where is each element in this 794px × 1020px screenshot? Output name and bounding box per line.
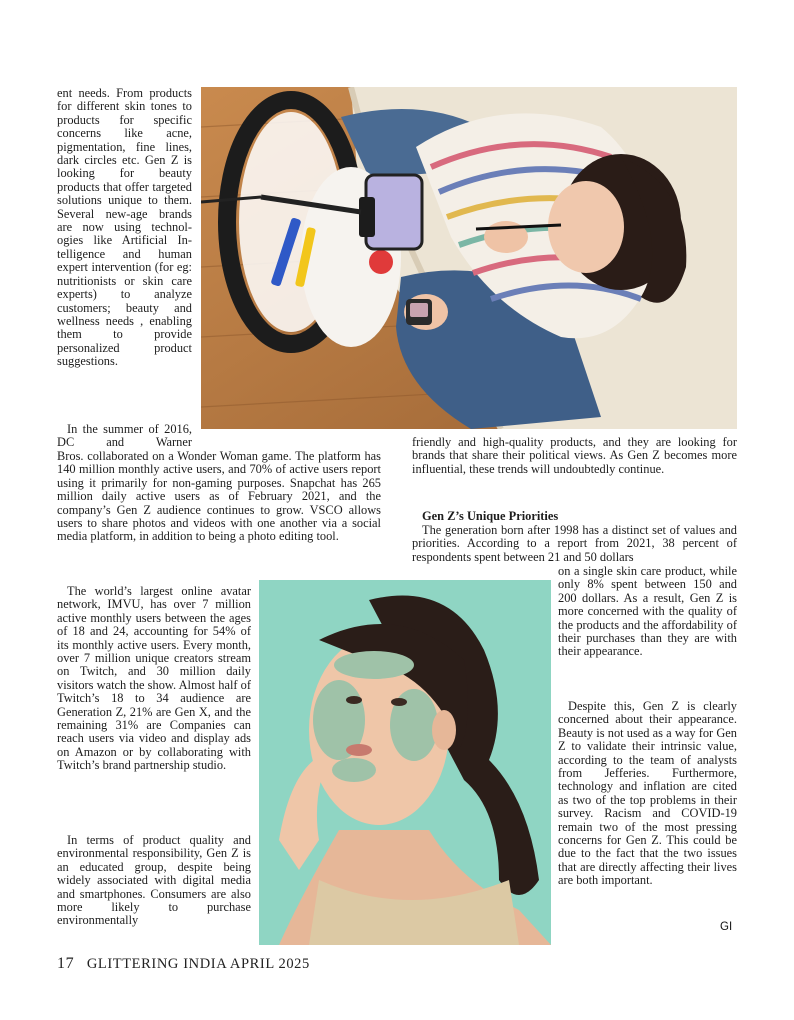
article-col1-quality: In terms of product quality and environmental responsibility, Gen Z is an educated group, despite being widely associated with digital media and smartphones. Consumers are also more likely to purchase environmentally: [57, 833, 251, 928]
page-footer: [57, 955, 310, 973]
article-col1-summer-rest: Bros. collaborated on a Wonder Woman game. The platform has 140 million monthly active users, and 70% of active users report using it primarily for non-gaming purposes. Snapchat has 265 million daily active users as of February 2021, and the company’s Gen Z audience continues to grow. VSCO allows users to share photos and videos with one another via a social media platform, in addition to being a photo editing tool.: [57, 449, 381, 544]
face-mask-photo: [259, 580, 551, 945]
article-col1-top: ent needs. From products for different skin tones to products for specific concerns like acne, pigmentation, fine lines, dark circles etc. Gen Z is looking for beauty products that offer targeted solutions unique to them. Several new-age brands are now using technologies like Artificial Intelligence and human expert intervention (for eg: nutritionists or skin care experts) to analyze customers; beauty and wellness needs , enabling them to provide personalized product suggestions.: [57, 86, 192, 369]
makeup-ring-light-photo: [201, 87, 737, 429]
makeup-ring-light-illustration: [201, 87, 737, 429]
article-col2-priorities-rest: on a single skin care product, while only 8% spent between 150 and 200 dollars. As a result, Gen Z is more concerned with the quality of the products and the affordability of their purchases than they are with their appearance.: [558, 564, 737, 659]
article-col1-imvu: The world’s largest online avatar network, IMVU, has over 7 million active monthly users between the ages of 18 and 24, accounting for 54% of its monthly active users. Every month, over 7 million unique creators stream on Twitch, and 30 million daily visitors watch the show. Almost half of Twitch’s 18 to 34 audience are Generation Z, 21% are Gen X, and the remaining 31% are Companies can reach users via video and display ads on Amazon or by collaborating with Twitch’s brand partnership studio.: [57, 584, 251, 773]
clay-face-mask-icon: [259, 580, 551, 945]
article-col2-priorities-start: The generation born after 1998 has a distinct set of values and priorities. According to a report from 2021, 38 percent of respondents spent between 21 and 50 dollars: [412, 523, 737, 564]
magazine-issue: GLITTERING INDIA APRIL 2025: [86, 956, 310, 972]
article-col2-top: friendly and high-quality products, and they are looking for brands that share their political views. As Gen Z becomes more influential, these trends will undoubtedly continue.: [412, 435, 737, 476]
author-signature: GI: [720, 921, 733, 933]
article-col2-despite: Despite this, Gen Z is clearly concerned about their appearance. Beauty is not used as a way for Gen Z to validate their intrinsic value, according to the team of analysts from Jefferies. Furthermore, technology and inflation are cited as two of the top problems in their survey. Racism and COVID-19 remain two of the most pressing concerns for Gen Z. This could be due to the fact that the two issues that are directly affecting their lives are both important.: [558, 699, 737, 888]
page-number: 17: [57, 955, 75, 972]
section-subheading: Gen Z’s Unique Priorities: [422, 509, 559, 523]
article-col1-summer-start: In the summer of 2016, DC and Warner: [57, 422, 192, 450]
